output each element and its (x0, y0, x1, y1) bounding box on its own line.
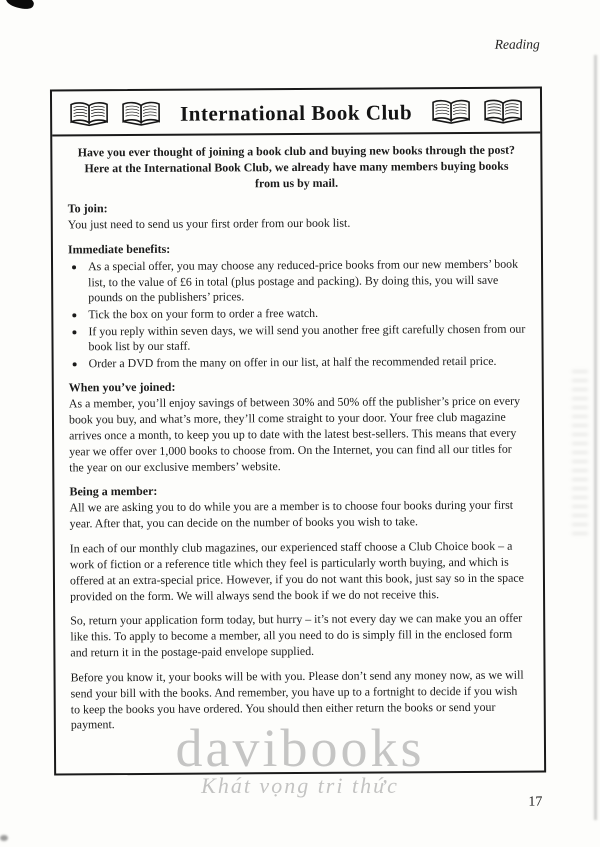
section-heading-joined: When you’ve joined: (68, 380, 176, 395)
section-body-member: All we are asking you to do while you are a member is to choose four books during your first year. After that, you can decide on the number of books you wish to take. (69, 498, 514, 531)
benefit-item: • Tick the box on your form to order a free watch. (86, 305, 526, 323)
watermark-subtitle: Khát vọng tri thức (201, 772, 399, 798)
book-club-box (50, 87, 546, 776)
section-heading-to-join: To join: (67, 201, 108, 216)
section-body-to-join: You just need to send us your first order from our book list. (67, 216, 351, 232)
club-header (67, 96, 525, 135)
benefits-list (68, 257, 527, 372)
closing-paragraph: Before you know it, your books will be with you. Please don’t send any money now, as we will send your bill with the books. And remember, you have up to a fortnight to decide if you wish to keep the books you have ordered. You should then either return the books or send your payment. (70, 667, 524, 732)
closing-paragraph: So, return your application form today, but hurry – it’s not every day we can make you an offer like this. To apply to become a member, all you need to do is simply fill in the enclosed form and return it in the postage-paid envelope supplied. (70, 611, 523, 660)
section-heading-member: Being a member: (69, 484, 158, 499)
scan-artifact-dot (0, 835, 8, 841)
benefit-item: • If you reply within seven days, we will send you another free gift carefully chosen from our book list by our staff. (86, 321, 526, 355)
club-title: International Book Club (180, 99, 413, 126)
watermark-title: davibooks (175, 718, 425, 778)
open-book-icon (483, 99, 523, 125)
benefit-item: • As a special offer, you may choose any reduced-price books from our new members’ book list, to the value of £6 in total (plus postage and packing). By doing this, you will save pounds on the publishers’ prices. (86, 257, 526, 306)
intro-paragraph: Have you ever thought of joining a book club and buying new books through the post? Here at the International Book Club, we already have many members buying books from us by mail. (77, 142, 516, 190)
open-book-icon (121, 101, 161, 127)
scan-artifact-right-edge (594, 55, 597, 820)
book-icons-left (69, 101, 161, 128)
page-header-label: Reading (494, 36, 540, 52)
open-book-icon (69, 101, 109, 127)
page-number: 17 (528, 794, 543, 810)
book-icons-right (431, 99, 523, 126)
section-body-joined: As a member, you’ll enjoy savings of between 30% and 50% off the publisher’s price on every book you buy, and what’s more, they’ll come straight to your door. Your free club magazine arrives once a month, to keep you up to date with the latest best-sellers. This means that every year we offer over 1,000 books to choose from. On the Internet, you can find all our titles for the year on our exclusive members’ website. (68, 393, 521, 475)
closing-paragraph: In each of our monthly club magazines, our experienced staff choose a Club Choice book – a work of fiction or a reference title which they feel is particularly worth buying, and which is offered at an extra-special price. However, if you do not want this book, just say so in the space provided on the form. We will always send the book if we do not receive this. (69, 538, 524, 603)
benefit-item: • Order a DVD from the many on offer in our list, at half the recommended retail price. (87, 353, 527, 371)
open-book-icon (431, 99, 471, 125)
section-heading-benefits: Immediate benefits: (67, 242, 171, 257)
scan-artifact-bleedthrough (572, 370, 588, 540)
